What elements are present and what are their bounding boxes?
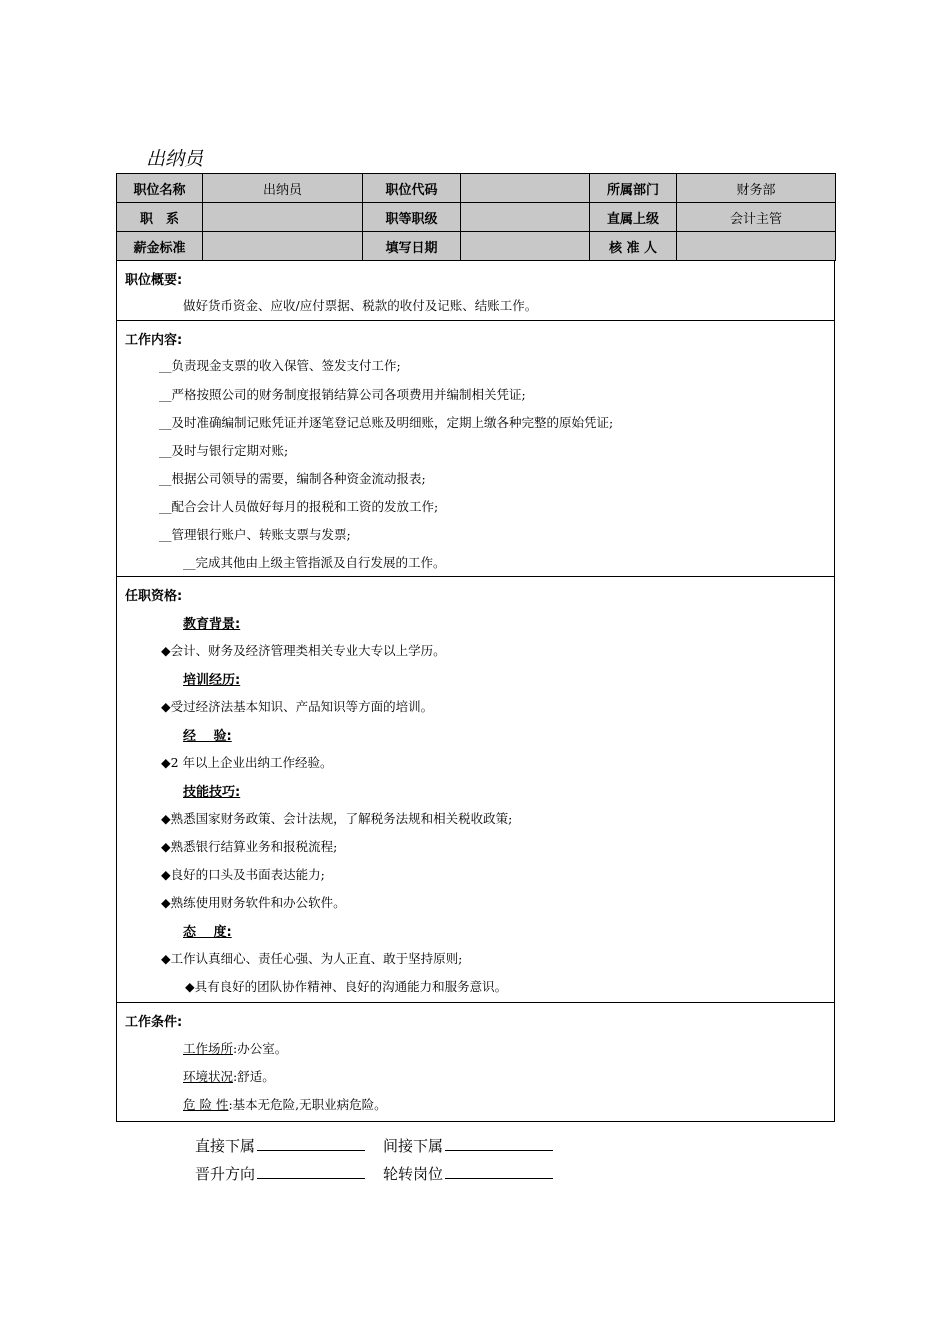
environment-value: :舒适。	[233, 1069, 275, 1084]
attitude-item: ◆工作认真细心、责任心强、为人正直、敢于坚持原则;	[161, 951, 463, 966]
skills-title: 技能技巧:	[183, 785, 241, 800]
rotation-position-label: 轮转岗位	[383, 1165, 444, 1183]
risk-label: 危 险 性	[183, 1097, 229, 1112]
experience-title: 经 验:	[183, 729, 232, 744]
approver-value	[677, 232, 836, 261]
approver-label: 核 准 人	[590, 232, 677, 261]
training-item: ◆受过经济法基本知识、产品知识等方面的培训。	[161, 699, 434, 714]
duty-item: __配合会计人员做好每月的报税和工资的发放工作;	[159, 499, 439, 514]
indirect-subordinate-blank	[445, 1136, 553, 1151]
experience-item: ◆2 年以上企业出纳工作经验。	[161, 755, 333, 770]
duty-item: __及时准确编制记账凭证并逐笔登记总账及明细账，定期上缴各种完整的原始凭证;	[159, 415, 614, 430]
header-row	[117, 232, 836, 261]
supervisor-label: 直属上级	[590, 203, 677, 232]
direct-subordinate-blank	[257, 1136, 365, 1151]
qualifications-title: 任职资格:	[125, 589, 183, 604]
duty-item: __管理银行账户、转账支票与发票;	[159, 527, 351, 542]
conditions-title: 工作条件:	[125, 1015, 183, 1030]
job-family-label: 职 系	[117, 203, 203, 232]
overview-text: 做好货币资金、应收/应付票据、税款的收付及记账、结账工作。	[183, 298, 538, 313]
fill-date-value	[461, 232, 590, 261]
header-row	[117, 174, 836, 203]
direct-subordinate	[195, 1135, 365, 1156]
duties-section	[116, 320, 835, 577]
indirect-subordinate	[383, 1135, 553, 1156]
condition-place	[183, 1039, 287, 1057]
attitude-title: 态 度:	[183, 925, 232, 940]
promotion-path	[195, 1163, 365, 1184]
job-family-value	[203, 203, 363, 232]
grade-value	[461, 203, 590, 232]
rotation-position-blank	[445, 1164, 553, 1179]
education-title: 教育背景:	[183, 617, 241, 632]
environment-label: 环境状况	[183, 1069, 234, 1084]
supervisor-value: 会计主管	[677, 203, 836, 232]
salary-label: 薪金标准	[117, 232, 203, 261]
position-header-table	[116, 173, 836, 261]
overview-title: 职位概要:	[125, 273, 183, 288]
promotion-path-blank	[257, 1164, 365, 1179]
position-name-label: 职位名称	[117, 174, 203, 203]
indirect-subordinate-label: 间接下属	[383, 1137, 444, 1155]
place-value: :办公室。	[233, 1041, 288, 1056]
duty-item: __负责现金支票的收入保管、签发支付工作;	[159, 358, 401, 373]
overview-section	[116, 260, 835, 321]
duty-item: __及时与银行定期对账;	[159, 443, 289, 458]
skill-item: ◆良好的口头及书面表达能力;	[161, 867, 325, 882]
education-item: ◆会计、财务及经济管理类相关专业大专以上学历。	[161, 643, 446, 658]
duty-item: __根据公司领导的需要，编制各种资金流动报表;	[159, 471, 426, 486]
condition-environment	[183, 1067, 275, 1085]
duty-item: __严格按照公司的财务制度报销结算公司各项费用并编制相关凭证;	[159, 387, 526, 402]
fill-date-label: 填写日期	[363, 232, 461, 261]
grade-label: 职等职级	[363, 203, 461, 232]
condition-risk	[183, 1095, 387, 1113]
duty-item: __完成其他由上级主管指派及自行发展的工作。	[183, 555, 446, 570]
rotation-position	[383, 1163, 553, 1184]
skill-item: ◆熟悉国家财务政策、会计法规，了解税务法规和相关税收政策;	[161, 811, 513, 826]
position-code-label: 职位代码	[363, 174, 461, 203]
skill-item: ◆熟悉银行结算业务和报税流程;	[161, 839, 338, 854]
attitude-item: ◆具有良好的团队协作精神、良好的沟通能力和服务意识。	[185, 979, 508, 994]
header-row	[117, 203, 836, 232]
document-title: 出纳员	[146, 148, 204, 170]
risk-value: :基本无危险,无职业病危险。	[228, 1097, 387, 1112]
duties-title: 工作内容:	[125, 333, 183, 348]
place-label: 工作场所	[183, 1041, 234, 1056]
promotion-path-label: 晋升方向	[195, 1165, 256, 1183]
position-code-value	[461, 174, 590, 203]
skill-item: ◆熟练使用财务软件和办公软件。	[161, 895, 346, 910]
salary-value	[203, 232, 363, 261]
position-name-value: 出纳员	[203, 174, 363, 203]
department-value: 财务部	[677, 174, 836, 203]
training-title: 培训经历:	[183, 673, 241, 688]
direct-subordinate-label: 直接下属	[195, 1137, 256, 1155]
conditions-section	[116, 1002, 835, 1122]
department-label: 所属部门	[590, 174, 677, 203]
qualifications-section	[116, 576, 835, 1003]
